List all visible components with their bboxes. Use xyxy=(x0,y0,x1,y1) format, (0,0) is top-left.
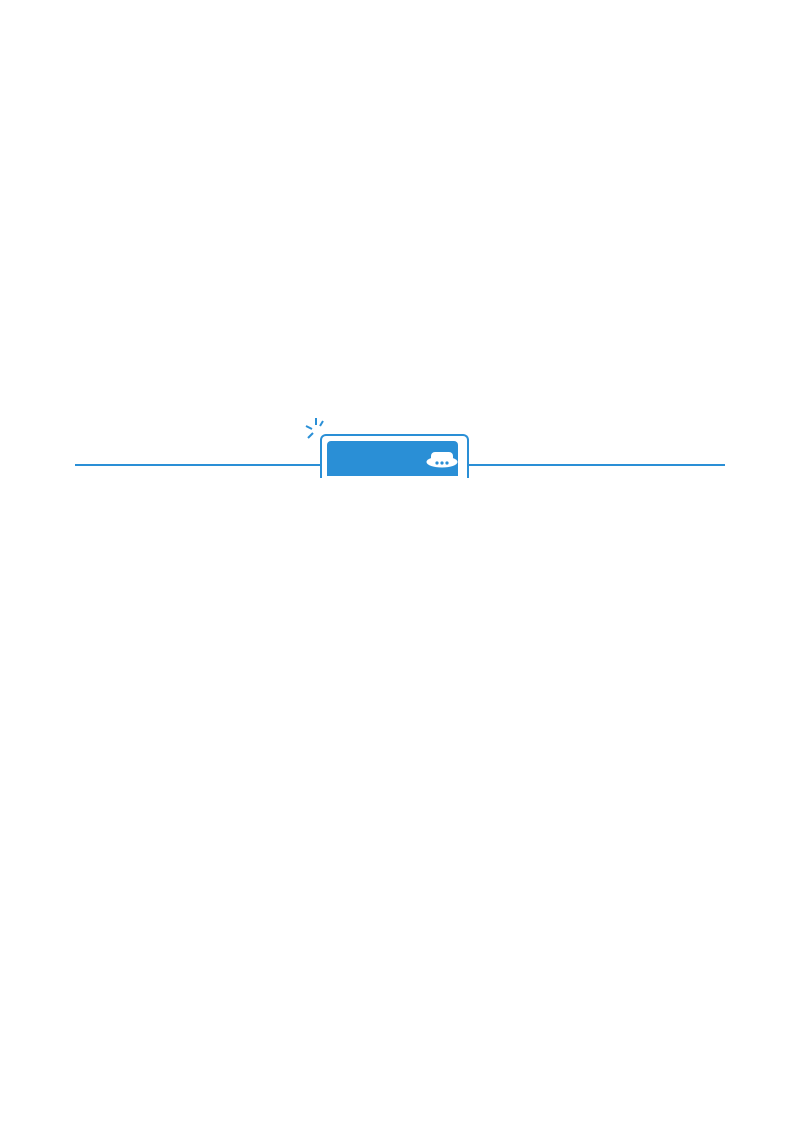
graduation-cap-icon xyxy=(425,446,459,468)
section-banner xyxy=(75,412,725,476)
